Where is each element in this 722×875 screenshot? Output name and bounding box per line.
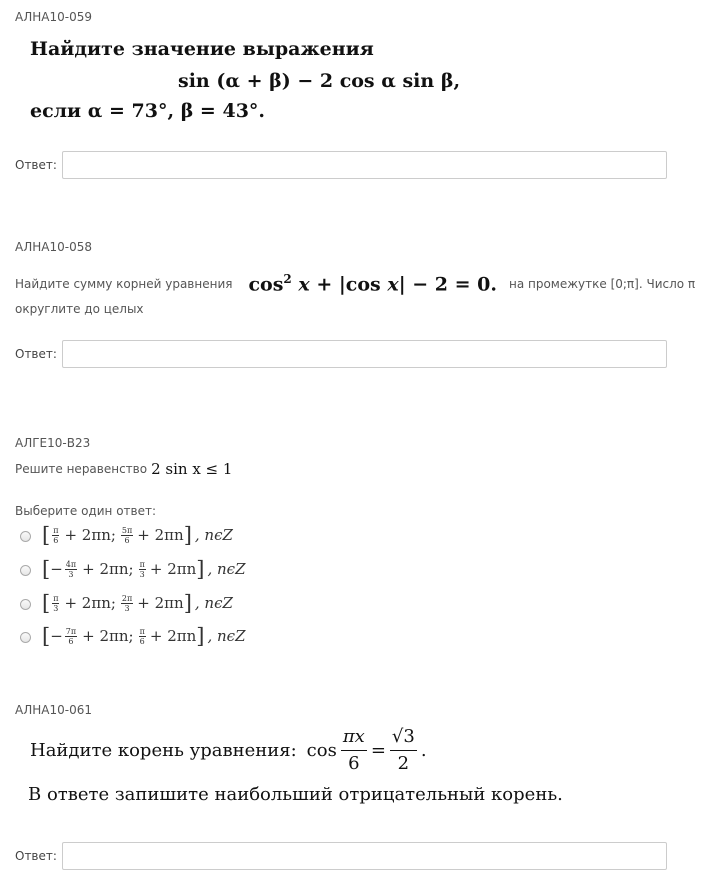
- question-line1: Найдите корень уравнения:: [30, 740, 297, 761]
- answer-option[interactable]: [ − $\frac{4\pi}{3}$ + 2πn; π 3 + 2πn ] , nϵZ: [42, 557, 246, 581]
- option-radio[interactable]: [20, 599, 31, 610]
- option-radio[interactable]: [20, 531, 31, 542]
- question-text: [15, 460, 232, 478]
- question-id: АЛГЕ10-В23: [15, 436, 91, 450]
- question-text-after: на промежутке [0;π]. Число π: [508, 277, 696, 291]
- answer-option[interactable]: [ − $\frac{7\pi}{6}$ + 2πn; π 6 + 2πn ] , nϵZ: [42, 624, 246, 648]
- answer-input[interactable]: [62, 842, 667, 870]
- answer-input[interactable]: [62, 151, 667, 179]
- eq-mid: + |cos: [316, 273, 381, 296]
- fraction: $\frac{\pi x}{6}$: [342, 726, 365, 774]
- answer-option[interactable]: [ π 3 + 2πn; 2π 3 + 2πn ] , nϵZ: [42, 591, 233, 615]
- choose-label: Выберите один ответ:: [15, 504, 157, 518]
- question-text-line2: округлите до целых: [15, 302, 144, 316]
- answer-label: Ответ:: [15, 849, 57, 863]
- question-line2: В ответе запишите наибольший отрицательный корень.: [28, 784, 563, 805]
- eq-end: | − 2 = 0.: [398, 273, 497, 296]
- answer-label: Ответ:: [15, 347, 57, 361]
- eq-cos: cos: [248, 273, 284, 296]
- question-id: АЛНА10-061: [15, 703, 92, 717]
- question-condition: если α = 73°, β = 43°.: [30, 100, 266, 122]
- eq-cos: cos: [306, 740, 337, 761]
- eq-sup: 2: [283, 272, 292, 287]
- question-prompt: Решите неравенство: [15, 462, 148, 476]
- question-text: Найдите значение выражения: [30, 38, 374, 60]
- answer-option[interactable]: [ π 6 + 2πn; 5π 6 + 2πn ] , nϵZ: [42, 523, 233, 547]
- question-id: АЛНА10-058: [15, 240, 92, 254]
- question-text-before: Найдите сумму корней уравнения: [15, 277, 233, 291]
- question-id: АЛНА10-059: [15, 10, 92, 24]
- answer-label: Ответ:: [15, 158, 57, 172]
- math-expression: sin (α + β) − 2 cos α sin β,: [178, 70, 461, 92]
- answer-input[interactable]: [62, 340, 667, 368]
- fraction: $\frac{√3}{2}$: [391, 726, 415, 774]
- eq-x2: x: [387, 273, 399, 296]
- option-radio[interactable]: [20, 632, 31, 643]
- equals: =: [370, 740, 386, 761]
- question-text: [15, 272, 722, 296]
- math-inequality: 2 sin x ≤ 1: [151, 460, 233, 478]
- option-radio[interactable]: [20, 565, 31, 576]
- eq-x: x: [298, 273, 310, 296]
- math-equation: [248, 272, 497, 295]
- question-text: Найдите корень уравнения: cos $\frac{\pi x}{6}$ = $\frac{√3}{2}$ .: [30, 724, 427, 777]
